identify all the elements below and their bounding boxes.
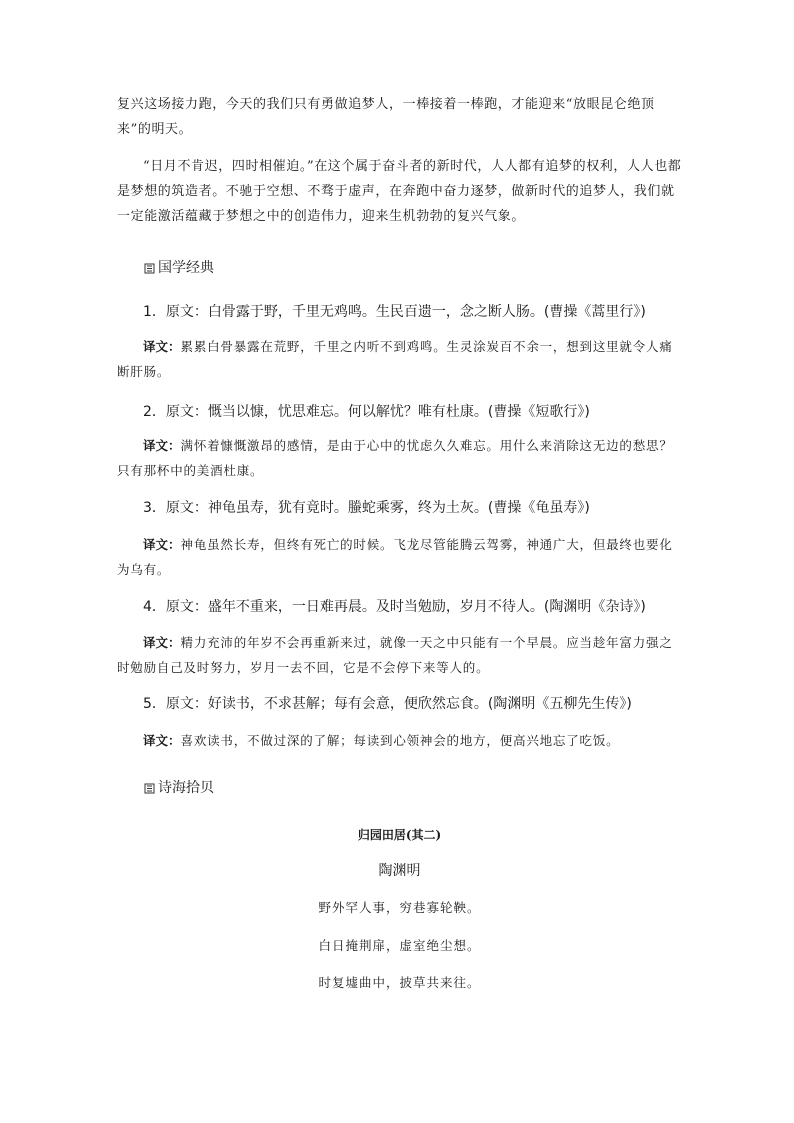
poem-line: 白日掩荆扉，虚室绝尘想。 (318, 938, 481, 953)
section-marker-icon (143, 782, 156, 795)
classic-original-5: 5．原文：好读书，不求甚解；每有会意，便欣然忘食。(陶渊明《五柳先生传》) (143, 696, 632, 712)
translation-text: 累累白骨暴露在荒野，千里之内听不到鸡鸣。生灵涂炭百不余一，想到这里就令人痛断肝肠。 (117, 339, 673, 379)
translation-text: 喜欢读书，不做过深的了解；每读到心领神会的地方，便高兴地忘了吃饭。 (180, 733, 620, 748)
classic-original-2: 2．原文：慨当以慷，忧思难忘。何以解忧？唯有杜康。(曹操《短歌行》) (143, 404, 590, 420)
section-marker-icon (143, 262, 156, 275)
section-title: 诗海拾贝 (158, 780, 214, 796)
section-heading-poetry (143, 778, 214, 798)
section-title: 国学经典 (158, 260, 214, 276)
classic-translation-2 (117, 433, 682, 483)
classic-original-1: 1．原文：白骨露于野，千里无鸡鸣。生民百遗一，念之断人肠。(曹操《蒿里行》) (143, 304, 646, 320)
section-heading-classics (143, 258, 214, 278)
translation-label: 译文： (143, 733, 181, 748)
intro-paragraph-2: “日月不肯迟，四时相催迫。”在这个属于奋斗者的新时代，人人都有追梦的权利，人人也都是梦想的筑造者。不驰于空想、不骛于虚声，在奔跑中奋力逐梦，做新时代的追梦人，我们就一定能激活蕴藏于梦想之中的创造伟力，迎来生机勃勃的复兴气象。 (117, 159, 682, 224)
intro-paragraph-1: 复兴这场接力跑，今天的我们只有勇做追梦人，一棒接着一棒跑，才能迎来“放眼昆仑绝顶来”的明天。 (117, 97, 655, 137)
classic-translation-4 (117, 630, 682, 680)
classic-translation-3 (117, 532, 682, 582)
translation-text: 满怀着慷慨激昂的感情，是由于心中的忧虑久久难忘。用什么来消除这无边的愁思？只有那杯中的美酒杜康。 (117, 438, 673, 478)
poem-line: 时复墟曲中，披草共来往。 (318, 975, 481, 990)
translation-label: 译文： (143, 537, 181, 552)
classic-translation-5 (117, 728, 682, 753)
poem-author: 陶渊明 (378, 863, 421, 879)
classic-original-4: 4．原文：盛年不重来，一日难再晨。及时当勉励，岁月不待人。(陶渊明《杂诗》) (143, 599, 646, 615)
classic-original-3: 3．原文：神龟虽寿，犹有竟时。螣蛇乘雾，终为土灰。(曹操《龟虽寿》) (143, 500, 590, 516)
translation-text: 神龟虽然长寿，但终有死亡的时候。飞龙尽管能腾云驾雾，神通广大，但最终也要化为乌有。 (117, 537, 673, 577)
poem-title: 归园田居(其二) (357, 828, 442, 842)
translation-label: 译文： (143, 438, 181, 453)
translation-label: 译文： (143, 635, 181, 650)
poem-line: 野外罕人事，穷巷寡轮鞅。 (318, 900, 481, 915)
translation-text: 精力充沛的年岁不会再重新来过，就像一天之中只能有一个早晨。应当趁年富力强之时勉励自己及时努力，岁月一去不回，它是不会停下来等人的。 (117, 635, 673, 675)
translation-label: 译文： (143, 339, 181, 354)
classic-translation-1 (117, 334, 682, 384)
